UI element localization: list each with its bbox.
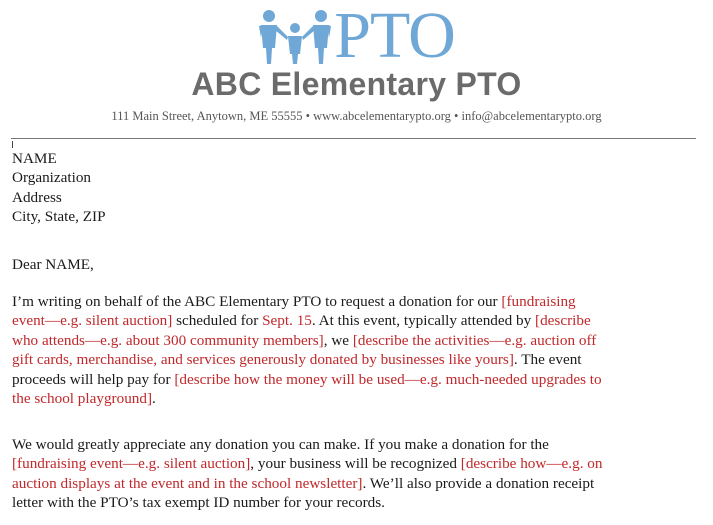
recipient-organization: Organization bbox=[12, 169, 92, 187]
placeholder-text: [fundraising event—e.g. silent auction] bbox=[12, 455, 251, 473]
placeholder-text: [describe how the money will be used—e.g. much-needed upgrades to bbox=[174, 370, 602, 388]
body-paragraph-2 bbox=[12, 435, 707, 513]
recipient-name: NAME bbox=[12, 150, 57, 167]
recipient-block bbox=[12, 149, 106, 227]
paragraph-line: proceeds will help pay for [describe how the money will be used—e.g. much-needed upgrades to bbox=[12, 370, 602, 388]
organization-contact-line: 111 Main Street, Anytown, ME 55555 • www.abcelementarypto.org • info@abcelementarypto.org bbox=[111, 109, 602, 123]
family-figures-icon bbox=[258, 8, 332, 66]
placeholder-text: [describe bbox=[535, 312, 591, 330]
paragraph-line: who attends—e.g. about 300 community members], we [describe the activities—e.g. auction off bbox=[12, 331, 597, 349]
paragraph-line: We would greatly appreciate any donation you can make. If you make a donation for the bbox=[12, 436, 549, 453]
paragraph-line: event—e.g. silent auction] scheduled for Sept. 15. At this event, typically attended by [describe bbox=[12, 312, 591, 330]
text-cursor bbox=[12, 141, 13, 148]
salutation: Dear NAME, bbox=[12, 256, 94, 273]
placeholder-text: the school playground] bbox=[12, 390, 153, 408]
paragraph-line: gift cards, merchandise, and services generously donated by businesses like yours]. The event bbox=[12, 351, 582, 369]
recipient-address: Address bbox=[12, 188, 62, 206]
paragraph-line: auction displays at the event and in the school newsletter]. We’ll also provide a donation receipt bbox=[12, 474, 595, 492]
logo-text: PTO bbox=[334, 0, 455, 72]
letterhead-divider bbox=[11, 138, 696, 139]
placeholder-text: auction displays at the event and in the school newsletter] bbox=[12, 474, 363, 492]
paragraph-line: I’m writing on behalf of the ABC Elementary PTO to request a donation for our [fundraising bbox=[12, 293, 576, 310]
placeholder-text: event—e.g. silent auction] bbox=[12, 312, 173, 330]
organization-name: ABC Elementary PTO bbox=[191, 66, 522, 102]
paragraph-line: [fundraising event—e.g. silent auction], your business will be recognized [describe how—e.g. on bbox=[12, 455, 603, 473]
pto-logo bbox=[0, 0, 713, 72]
paragraph-line: the school playground]. bbox=[12, 390, 156, 408]
body-paragraph-1 bbox=[12, 292, 707, 408]
placeholder-date: Sept. 15 bbox=[262, 312, 312, 330]
placeholder-text: [fundraising bbox=[501, 293, 576, 310]
placeholder-text: who attends—e.g. about 300 community members] bbox=[12, 331, 324, 349]
placeholder-text: [describe how—e.g. on bbox=[460, 455, 603, 473]
paragraph-line: letter with the PTO’s tax exempt ID number for your records. bbox=[12, 494, 385, 512]
placeholder-text: [describe the activities—e.g. auction off bbox=[352, 331, 597, 349]
recipient-city-state-zip: City, State, ZIP bbox=[12, 208, 106, 226]
placeholder-text: gift cards, merchandise, and services generously donated by businesses like yours] bbox=[12, 351, 514, 369]
